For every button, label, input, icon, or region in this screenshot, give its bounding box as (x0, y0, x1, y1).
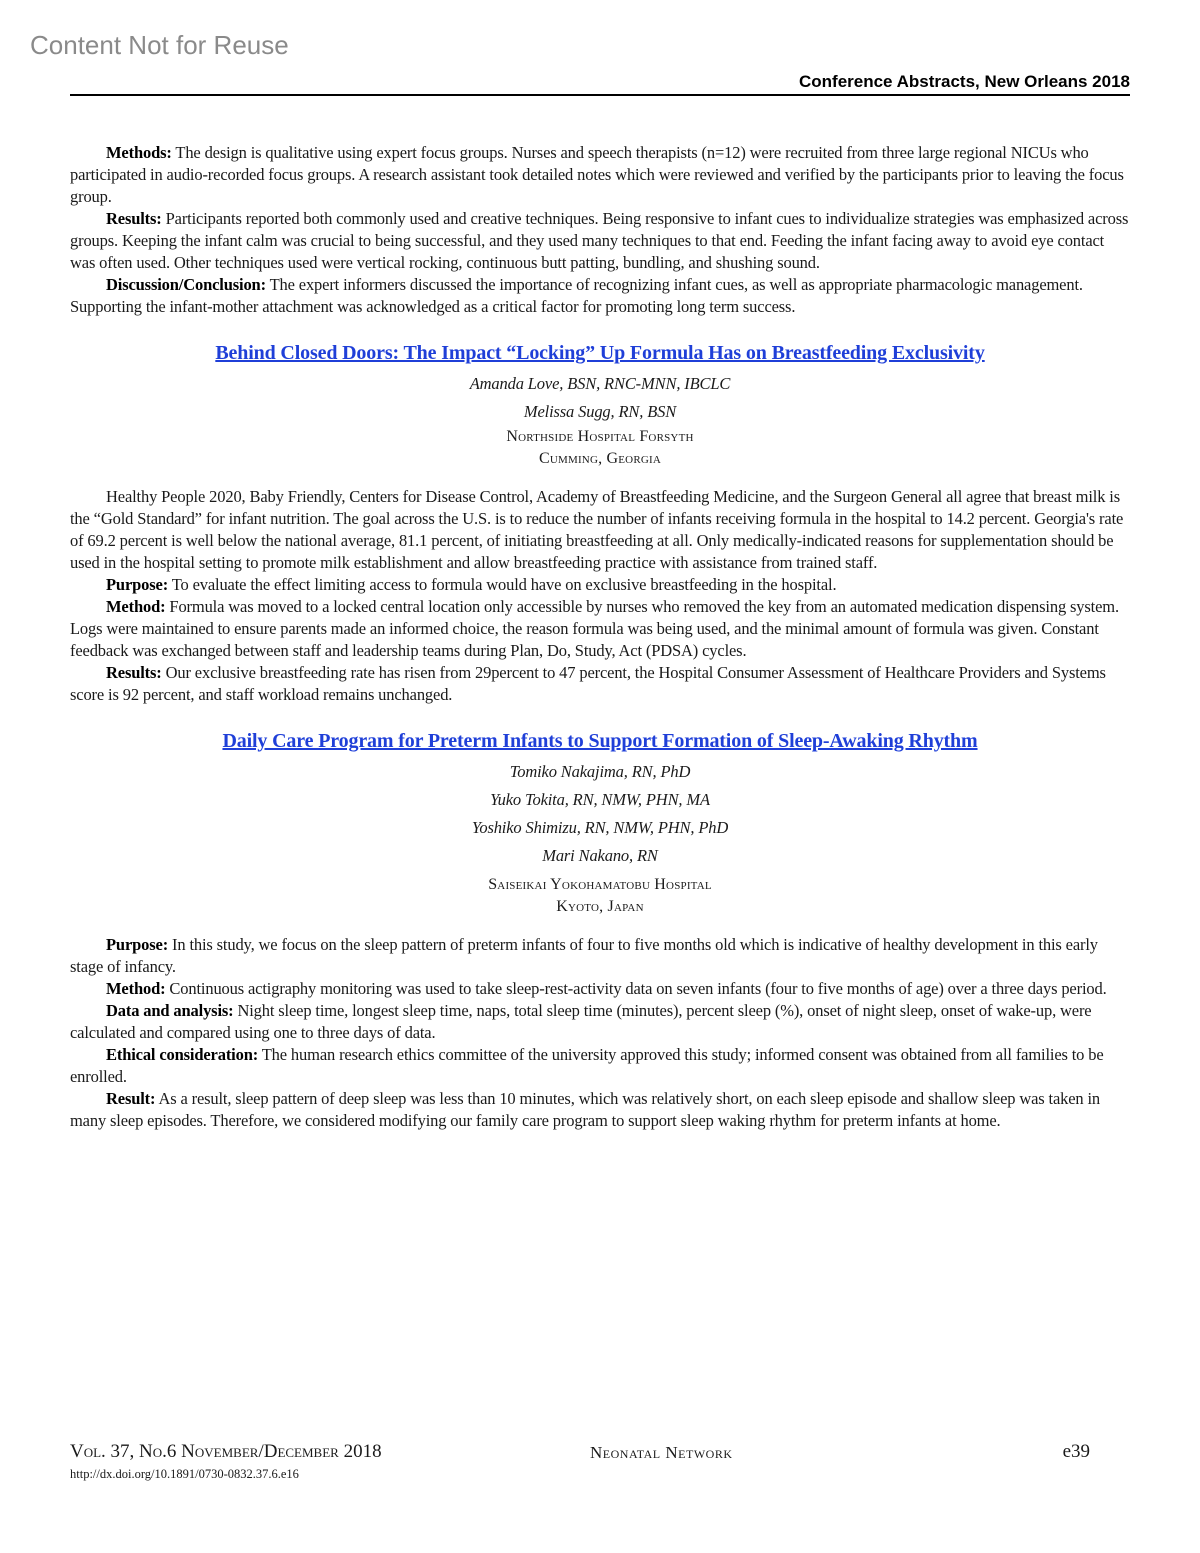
article-1 (70, 342, 1130, 706)
paragraph-text: Continuous actigraphy monitoring was used to take sleep-rest-activity data on seven infants (four to five months of age) over a three days period. (165, 979, 1107, 998)
paragraph (70, 208, 1130, 274)
affiliation-location: Kyoto, Japan (556, 898, 644, 915)
paragraph-label: Results: (106, 209, 162, 228)
paragraph-text: The expert informers discussed the importance of recognizing infant cues, as well as appropriate pharmacologic management. Supporting the infant-mother attachment was acknowledged as a critical factor for promoting long term success. (70, 275, 1083, 316)
paragraph-label: Method: (106, 597, 166, 616)
author: Yoshiko Shimizu, RN, NMW, PHN, PhD (471, 818, 729, 837)
paragraph (70, 1000, 1130, 1044)
paragraph-label: Data and analysis: (106, 1001, 234, 1020)
page-content (70, 142, 1130, 1132)
paragraph (70, 934, 1130, 978)
paragraph (70, 596, 1130, 662)
paragraph-label: Purpose: (106, 935, 169, 954)
paragraph-text: To evaluate the effect limiting access to formula would have on exclusive breastfeeding in the hospital. (168, 575, 837, 594)
paragraph (70, 274, 1130, 318)
article-title-link[interactable]: Daily Care Program for Preterm Infants to Support Formation of Sleep-Awaking Rhythm (222, 730, 978, 752)
paragraph-label: Purpose: (106, 575, 169, 594)
prev-abstract (70, 142, 1130, 318)
footer-journal: Neonatal Network (590, 1443, 733, 1462)
paragraph-text: As a result, sleep pattern of deep sleep was less than 10 minutes, which was relatively short, on each sleep episode and shallow sleep was taken in many sleep episodes. Therefore, we considered modifying our family care program to support sleep waking rhythm for preterm infants at home. (70, 1089, 1100, 1130)
author: Yuko Tokita, RN, NMW, PHN, MA (490, 790, 710, 809)
paragraph-text: Formula was moved to a locked central location only accessible by nurses who removed the key from an automated medication dispensing system. Logs were maintained to ensure parents made an informed choice, the reason formula was being used, and the minimal amount of formula was given. Constant feedback was exchanged between staff and leadership teams during Plan, Do, Study, Act (PDSA) cycles. (70, 597, 1119, 660)
affiliation-institution: Saiseikai Yokohamatobu Hospital (488, 876, 712, 893)
article-2 (70, 730, 1130, 1132)
paragraph (70, 662, 1130, 706)
author: Mari Nakano, RN (542, 846, 658, 865)
affiliation (70, 874, 1130, 918)
article-title-link[interactable]: Behind Closed Doors: The Impact “Locking” Up Formula Has on Breastfeeding Exclusivity (215, 342, 985, 364)
paragraph-label: Methods: (106, 143, 172, 162)
paragraph-text: Our exclusive breastfeeding rate has risen from 29percent to 47 percent, the Hospital Consumer Assessment of Healthcare Providers and Systems score is 92 percent, and staff workload remains unchanged. (70, 663, 1106, 704)
paragraph-text: Night sleep time, longest sleep time, naps, total sleep time (minutes), percent sleep (%), onset of night sleep, onset of wake-up, were calculated and compared using one to three days of data. (70, 1001, 1092, 1042)
affiliation-location: Cumming, Georgia (538, 450, 662, 467)
author: Melissa Sugg, RN, BSN (523, 402, 677, 421)
author: Amanda Love, BSN, RNC-MNN, IBCLC (469, 374, 731, 393)
paragraph-text: The human research ethics committee of the university approved this study; informed consent was obtained from all families to be enrolled. (70, 1045, 1104, 1086)
paragraph-label: Method: (106, 979, 166, 998)
page-footer (70, 1441, 1130, 1481)
affiliation-institution: Northside Hospital Forsyth (506, 428, 694, 445)
paragraph-label: Result: (106, 1089, 156, 1108)
footer-doi-link[interactable]: http://dx.doi.org/10.1891/0730-0832.37.6.e16 (70, 1467, 299, 1481)
footer-volume: Vol. 37, No.6 November/December 2018 (70, 1441, 382, 1462)
paragraph (70, 142, 1130, 208)
paragraph-text: The design is qualitative using expert focus groups. Nurses and speech therapists (n=12) were recruited from three large regional NICUs who participated in audio-recorded focus groups. A research assistant took detailed notes which were reviewed and verified by the participants prior to leaving the focus group. (70, 143, 1124, 206)
paragraph-label: Ethical consideration: (106, 1045, 259, 1064)
paragraph-text: In this study, we focus on the sleep pattern of preterm infants of four to five months old which is indicative of healthy development in this early stage of infancy. (70, 935, 1098, 976)
paragraph-label: Discussion/Conclusion: (106, 275, 266, 294)
paragraph (70, 574, 1130, 596)
paragraph-text: Participants reported both commonly used and creative techniques. Being responsive to infant cues to individualize strategies was emphasized across groups. Keeping the infant calm was crucial to being successful, and they used many techniques to that end. Feeding the infant facing away to avoid eye contact was often used. Other techniques used were vertical rocking, continuous butt patting, bundling, and shushing sound. (70, 209, 1129, 272)
paragraph-label: Results: (106, 663, 162, 682)
running-head: Conference Abstracts, New Orleans 2018 (70, 72, 1130, 96)
paragraph (70, 1044, 1130, 1088)
paragraph: Healthy People 2020, Baby Friendly, Centers for Disease Control, Academy of Breastfeeding Medicine, and the Surgeon General all agree that breast milk is the “Gold Standard” for infant nutrition. The goal across the U.S. is to reduce the number of infants receiving formula in the hospital to 14.2 percent. Georgia's rate of 69.2 percent is well below the national average, 81.1 percent, of initiating breastfeeding at all. Only medically-indicated reasons for supplementation should be used in the hospital setting to promote milk establishment and allow breastfeeding practice with assistance from trained staff. (70, 487, 1124, 572)
paragraph (70, 1088, 1130, 1132)
author: Tomiko Nakajima, RN, PhD (509, 762, 691, 781)
footer-page-number: e39 (1062, 1441, 1090, 1462)
watermark: Content Not for Reuse (30, 30, 289, 60)
affiliation (70, 426, 1130, 470)
paragraph (70, 978, 1130, 1000)
